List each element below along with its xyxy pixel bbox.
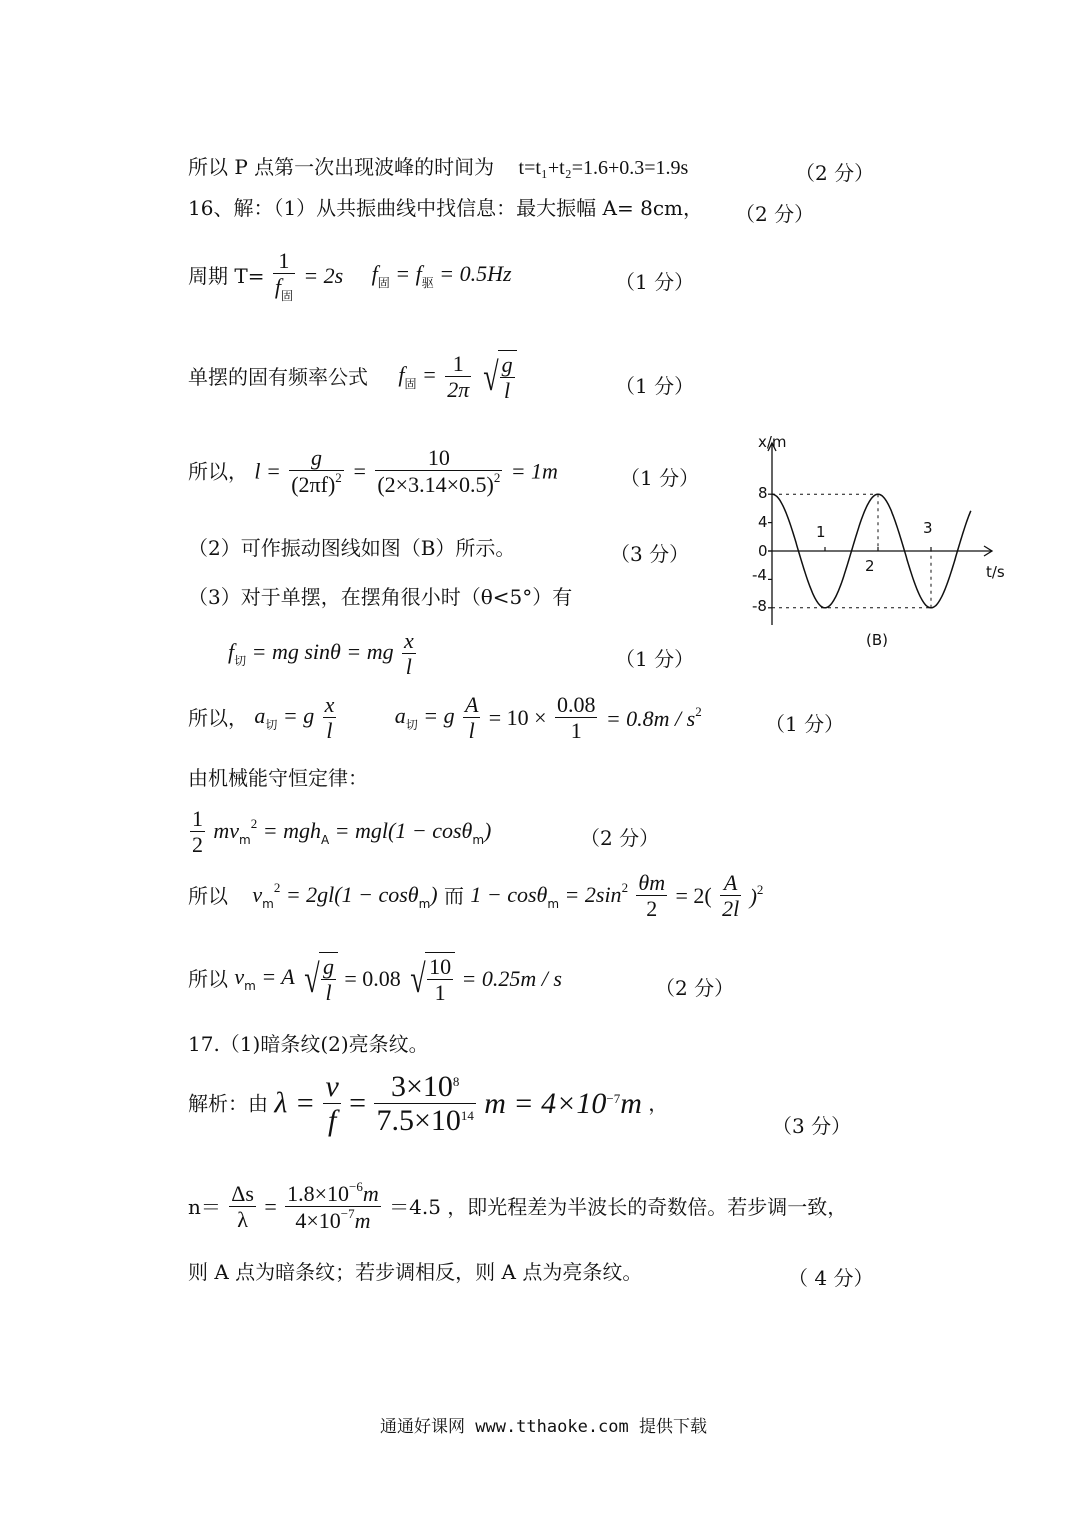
line-1-score: （2 分） [795,161,875,185]
y-tick-4: 4 [758,513,768,531]
period-fraction: $\frac{1}{f_固}$ [274,248,293,304]
frequency-fraction: $\frac{1}{2\pi}$ [447,351,470,403]
y-tick-8: 8 [758,484,768,502]
line-8: $f_切$ = mg sinθ = mg $\frac{x}{l}$ [228,628,414,680]
x-tick-1: 1 [816,523,826,541]
line-17: 则 A 点为暗条纹；若步调相反，则 A 点为亮条纹。 [188,1260,643,1284]
line-1 [188,157,688,178]
line-2-score: （2 分） [735,202,815,226]
line-1-text: 所以 P 点第一次出现波峰的时间为 [188,155,495,179]
line-11: $\frac{1}{2}$ $mv_m^2 = mgh_A = mgl(1 - \cos\theta_m)$ [192,806,492,858]
x-axis-label: t/s [986,563,1005,581]
line-17-score: （ 4 分） [788,1266,874,1290]
line-6: （2）可作振动图线如图（B）所示。 [188,536,516,560]
line-5-score: （1 分） [620,466,700,490]
y-tick-minus4: -4 [752,566,767,584]
sqrt-g-over-l: √ $\frac{g}{l}$ [480,350,517,404]
y-axis-label: x/m [758,433,787,451]
line-14: 17.（1)暗条纹(2)亮条纹。 [188,1032,429,1056]
vibration-graph [740,425,1010,655]
line-2: 16、解：（1）从共振曲线中找信息：最大振幅 A= 8cm， [188,196,703,220]
line-3-score: （1 分） [615,270,695,294]
line-1-formula: t=t₁+t₂=1.6+0.3=1.9s [518,157,689,179]
line-13-score: （2 分） [655,976,735,1000]
line-9: 所以， $a_切 = g$ $\frac{x}{l}$ $a_切 = g$ $\frac{A}{l}$ = 10 × $\frac{0.08}{1}$ = $0.8m / s^2$ [188,692,702,744]
line-16: n＝ $\frac{\Delta s}{\lambda}$ = $\frac{1.8\times 10^{-6}m}{4\times 10^{-7}m}$ ＝4.5 ，即光程差为半波长的奇数倍。若步调一致， [188,1179,848,1234]
line-12: 所以 $v_m^2 = 2gl(1 - \cos\theta_m)$ 而 $1 - \cos\theta_m = 2\sin^2$ $\frac{\theta m}{2}$ = 2( $\frac{A}{2l}$ )$^2$ [188,870,764,922]
line-5: 所以， l = $\frac{g}{(2\pi f)^2}$ = $\frac{10}{(2\times 3.14\times 0.5)^2}$ = 1m [188,445,558,498]
line-8-score: （1 分） [615,647,695,671]
line-4: 单摆的固有频率公式 $f_固$ = $\frac{1}{2\pi}$ √ $\frac{g}{l}$ [188,350,517,404]
x-tick-2: 2 [865,557,875,575]
line-15: 解析：由 λ = $\frac{v}{f}$ = $\frac{3\times 10^8}{7.5\times 10^{14}}$ $m = 4\times 10^{-7}m$ ， [188,1070,669,1137]
line-4-score: （1 分） [615,374,695,398]
line-11-score: （2 分） [580,826,660,850]
line-3-prefix: 周期 T= [188,264,265,289]
line-9-score: （1 分） [765,712,845,736]
line-7: （3）对于单摆，在摆角很小时（θ<5°）有 [188,585,573,609]
line-3: 周期 T= $\frac{1}{f_固}$ = 2s $f_固 = f_驱 = 0.5Hz$ [188,248,512,304]
graph-caption: (B) [866,631,888,649]
line-10: 由机械能守恒定律： [188,766,368,790]
line-13: 所以 $v_m = A$ √ $\frac{g}{l}$ = 0.08 √ $\frac{10}{1}$ = 0.25m / s [188,954,562,1006]
y-tick-0: 0 [758,542,768,560]
line-15-score: （3 分） [772,1114,852,1138]
line-6-score: （3 分） [610,542,690,566]
y-tick-minus8: -8 [752,597,767,615]
x-tick-3: 3 [923,519,933,537]
footer: 通通好课网 www.tthaoke.com 提供下载 [380,1417,707,1437]
